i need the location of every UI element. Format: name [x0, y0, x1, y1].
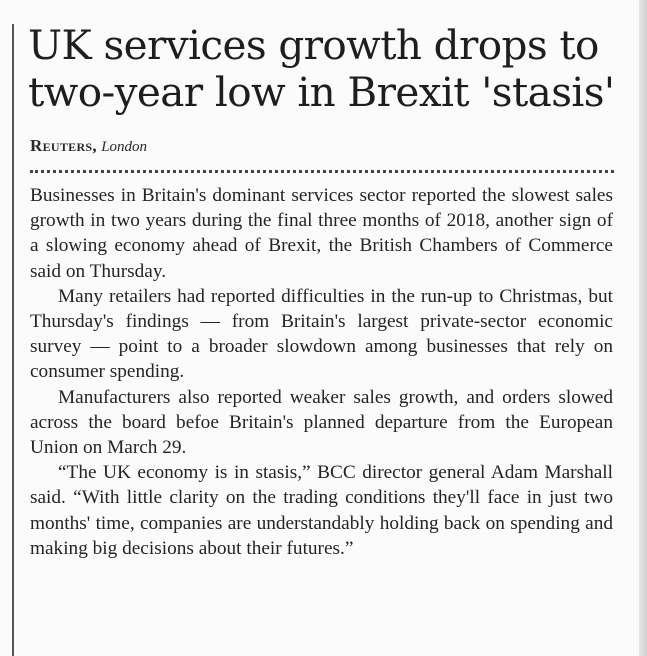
headline: UK services growth drops to two-year low in Brexit 'stasis' — [28, 21, 615, 116]
paragraph-4: “The UK economy is in stasis,” BCC director general Adam Marshall said. “With little clarity on the trading conditions they'll face in just two months' time, companies are understandably holding back on spending and making big decisions about their futures.” — [30, 462, 613, 559]
byline-location: London — [101, 139, 148, 155]
paragraph-1: Businesses in Britain's dominant services sector reported the slowest sales growth in two years during the final three months of 2018, another sign of a slowing economy ahead of Brexit, the British Chambers of Commerce said on Thursday. — [30, 185, 613, 282]
page-edge — [639, 0, 647, 656]
dotted-divider — [30, 170, 614, 173]
byline — [30, 136, 147, 156]
byline-agency: Reuters, — [30, 136, 97, 155]
article-body — [30, 183, 613, 561]
paragraph-3: Manufacturers also reported weaker sales growth, and orders slowed across the board befoe Britain's planned departure from the European Union on March 29. — [30, 386, 613, 459]
column-divider — [12, 24, 14, 656]
paragraph-2: Many retailers had reported difficulties in the run-up to Christmas, but Thursday's findings — from Britain's largest private-sector economic survey — point to a broader slowdown among businesses that rely on consumer spending. — [30, 285, 613, 383]
